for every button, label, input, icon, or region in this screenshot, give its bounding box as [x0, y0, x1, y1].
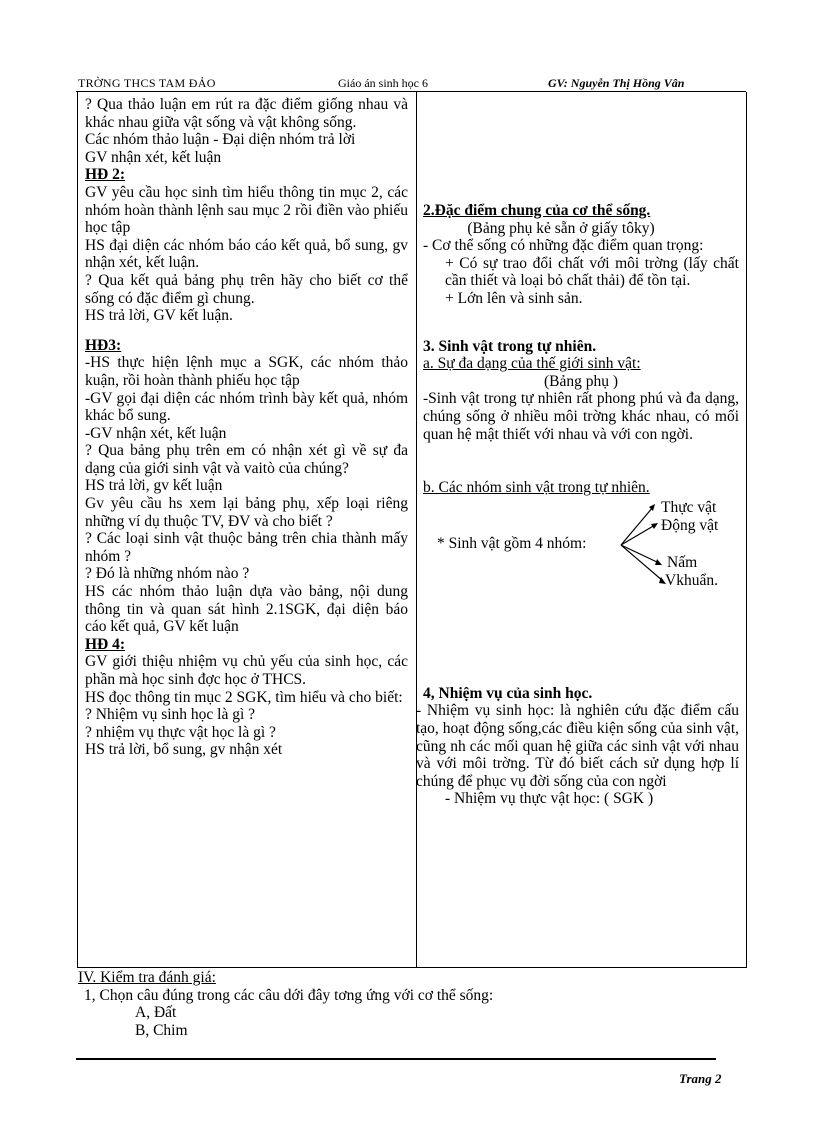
left-text: GV giới thiệu nhiệm vụ chủ yếu của sinh học, các phần mà học sinh đợc học ở THCS. [85, 653, 408, 688]
footer-rule [76, 1058, 716, 1060]
groups-lead: * Sinh vật gồm 4 nhóm: [437, 534, 587, 552]
left-text: HS trả lời, bổ sung, gv nhận xét [85, 741, 283, 759]
left-text: -HS thực hiện lệnh mục a SGK, các nhóm thảo kuận, rồi hoàn thành phiếu học tập [85, 354, 408, 389]
left-text: ? Các loại sinh vật thuộc bảng trên chia thành mấy nhóm ? [85, 530, 408, 565]
section-2-note: (Bảng phụ kẻ sẵn ở giấy tôky) [467, 219, 655, 237]
subject-title: Giáo án sinh học 6 [338, 76, 428, 90]
activity-heading-hd3: HĐ3: [85, 336, 122, 354]
teacher-student-activities-column [85, 96, 408, 759]
column-divider [416, 92, 417, 968]
group-plants: Thực vật [661, 498, 717, 516]
option-b: B, Chim [135, 1021, 188, 1039]
section-2-title: 2.Đặc điểm chung của cơ thể sống. [423, 202, 651, 219]
section-2-bullet: + Có sự trao đổi chất với môi trờng (lấy chất cần thiết và loại bỏ chất thải) để tồn tại. [445, 254, 739, 290]
group-animals: Động vật [661, 516, 719, 534]
left-text: -GV gọi đại diện các nhóm trình bày kết quả, nhóm khác bổ sung. [85, 389, 408, 425]
teacher-name: GV: Nguyễn Thị Hồng Vân [548, 76, 685, 90]
school-name: TRỜNG THCS TAM ĐẢO [78, 76, 216, 90]
left-text: HS trả lời, GV kết luận. [85, 307, 233, 325]
left-text: HS đọc thông tin mục 2 SGK, tìm hiểu và cho biết: [85, 688, 403, 706]
page-number: Trang 2 [679, 1071, 722, 1086]
section-2-intro: - Cơ thể sống có những đặc điểm quan trọng: [423, 237, 704, 255]
section-3b-title: b. Các nhóm sinh vật trong tự nhiên. [423, 479, 650, 497]
activity-heading-hd2: HĐ 2: [85, 166, 126, 184]
group-fungi: Nấm [667, 553, 698, 571]
left-text: ? Qua kết quả bảng phụ trên hãy cho biết cơ thể sống có đặc điểm gì chung. [85, 271, 408, 307]
option-a: A, Đất [135, 1004, 177, 1022]
assessment-question: 1, Chọn câu đúng trong các câu dới đây tơng ứng với cơ thể sống: [84, 986, 494, 1004]
left-text: GV yêu cầu học sinh tìm hiểu thông tin mục 2, các nhóm hoàn thành lệnh sau mục 2 rồi điền vào phiếu học tập [85, 183, 408, 237]
activity-heading-hd4: HĐ 4: [85, 635, 126, 653]
left-text: ? Qua bảng phụ trên em có nhận xét gì về sự đa dạng của giới sinh vật và vaitò của chúng? [85, 442, 408, 477]
lesson-content-column [416, 96, 739, 808]
left-text: ? Qua thảo luận em rút ra đặc điểm giống nhau và khác nhau giữa vật sống và vật không sống. [85, 96, 408, 131]
left-text: Các nhóm thảo luận - Đại diện nhóm trả lời [85, 131, 356, 149]
left-text: ? Đó là những nhóm nào ? [85, 565, 250, 583]
left-text: -GV nhận xét, kết luận [85, 424, 227, 442]
left-text: Gv yêu cầu hs xem lại bảng phụ, xếp loại riêng những ví dụ thuộc TV, ĐV và cho biết ? [85, 495, 408, 530]
section-3a-note: (Bảng phụ ) [543, 372, 619, 390]
section-4-title: 4, Nhiệm vụ của sinh học. [423, 684, 593, 702]
section-3a-text: -Sinh vật trong tự nhiên rất phong phú và đa dạng, chúng sống ở nhiều môi trờng khác nhau, có mối quan hệ mật thiết với nhau và với con ngời. [423, 390, 739, 443]
left-text: HS đại diện các nhóm báo cáo kết quả, bổ sung, gv nhận xét, kết luận. [85, 236, 408, 272]
left-text: HS các nhóm thảo luận dựa vào bảng, nội dung thông tin và quan sát hình 2.1SGK, đại diện báo cáo kết quả, GV kết luận [85, 583, 408, 636]
section-4-bullet: - Nhiệm vụ thực vật học: ( SGK ) [445, 790, 654, 808]
assessment-section [78, 969, 738, 1039]
section-2-bullet: + Lớn lên và sinh sản. [445, 289, 583, 307]
left-text: HS trả lời, gv kết luận [85, 477, 223, 495]
left-text: ? Nhiệm vụ sinh học là gì ? [85, 706, 256, 724]
section-4-text: - Nhiệm vụ sinh học: là nghiên cứu đặc điểm cấu tạo, hoạt động sống,các điều kiện sống của sinh vật, cũng nh các mối quan hệ giữa các sinh vật với nhau và với môi trờng. Từ đó biết cách sử dụng hợp lí chúng để phục vụ đời sống của con ngời [416, 702, 739, 790]
organism-groups-diagram [423, 497, 739, 593]
group-bacteria: Vkhuẩn. [665, 571, 718, 589]
section-3a-title: a. Sự đa dạng của thế giới sinh vật: [423, 355, 641, 373]
left-text: GV nhận xét, kết luận [85, 148, 222, 166]
left-text: ? nhiệm vụ thực vật học là gì ? [85, 723, 276, 741]
section-3-title: 3. Sinh vật trong tự nhiên. [423, 337, 597, 355]
assessment-title: IV. Kiểm tra đánh giá: [78, 969, 216, 986]
